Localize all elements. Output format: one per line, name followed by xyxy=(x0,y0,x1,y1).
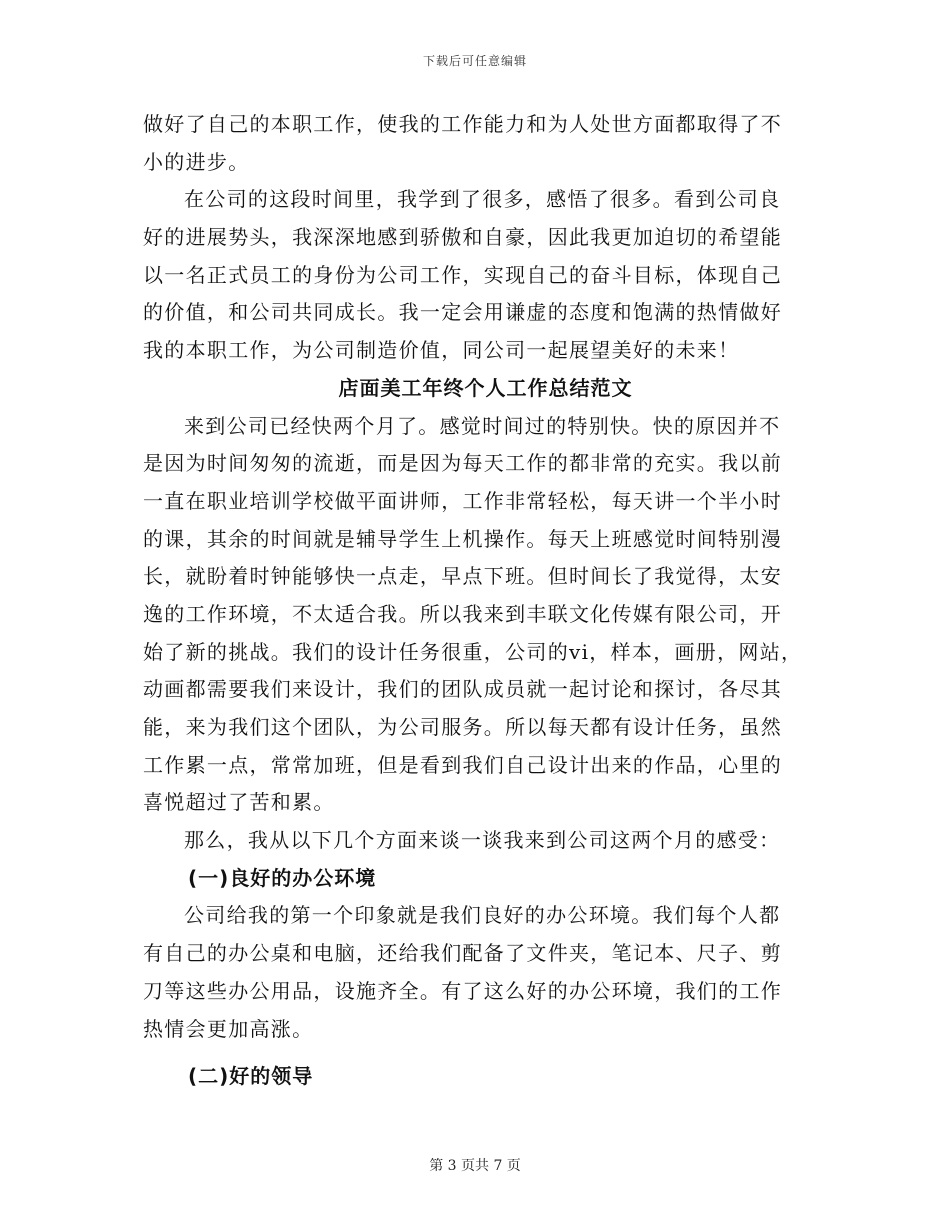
paragraph-line: 一直在职业培训学校做平面讲师，工作非常轻松，每天讲一个半小时 xyxy=(143,488,782,513)
paragraph-line: 有自己的办公桌和电脑，还给我们配备了文件夹，笔记本、尺子、剪 xyxy=(143,941,782,966)
paragraph-line: 是因为时间匆匆的流逝，而是因为每天工作的都非常的充实。我以前 xyxy=(143,451,782,476)
page-footer: 第 3 页共 7 页 xyxy=(429,1158,521,1174)
paragraph-line: 热情会更加高涨。 xyxy=(143,1016,314,1041)
spacer xyxy=(143,1048,808,1058)
paragraph-line: 长，就盼着时钟能够快一点走，早点下班。但时间长了我觉得，太安 xyxy=(143,564,782,589)
paragraph-line: 小的进步。 xyxy=(143,149,250,174)
paragraph-line: 刀等这些办公用品，设施齐全。有了这么好的办公环境，我们的工作 xyxy=(143,978,782,1003)
paragraph-line: 喜悦超过了苦和累。 xyxy=(143,790,335,815)
paragraph-line: 的课，其余的时间就是辅导学生上机操作。每天上班感觉时间特别漫 xyxy=(143,526,782,551)
page-header: 下载后可任意编辑 xyxy=(422,54,527,68)
paragraph-line: 在公司的这段时间里，我学到了很多，感悟了很多。看到公司良 xyxy=(184,187,781,212)
paragraph-line: 以一名正式员工的身份为公司工作，实现自己的奋斗目标，体现自己 xyxy=(143,262,782,287)
paragraph-line: 的价值，和公司共同成长。我一定会用谦虚的态度和饱满的热情做好 xyxy=(143,300,782,325)
paragraph-line: 来到公司已经快两个月了。感觉时间过的特别快。快的原因并不 xyxy=(184,413,781,438)
paragraph-line: 始了新的挑战。我们的设计任务很重，公司的vi，样本，画册，网站， xyxy=(143,639,803,664)
paragraph-line: 我的本职工作，为公司制造价值，同公司一起展望美好的未来！ xyxy=(143,338,740,363)
paragraph-line: 逸的工作环境，不太适合我。所以我来到丰联文化传媒有限公司，开 xyxy=(143,601,782,626)
paragraph-line: 工作累一点，常常加班，但是看到我们自己设计出来的作品，心里的 xyxy=(143,752,782,777)
document-body xyxy=(143,106,808,1096)
paragraph-line: 动画都需要我们来设计，我们的团队成员就一起讨论和探讨，各尽其 xyxy=(143,677,782,702)
subsection-heading: (二)好的领导 xyxy=(188,1064,314,1089)
subsection-heading: (一)良好的办公环境 xyxy=(188,865,377,890)
paragraph-line: 做好了自己的本职工作，使我的工作能力和为人处世方面都取得了不 xyxy=(143,112,782,136)
paragraph-line: 能，来为我们这个团队，为公司服务。所以每天都有设计任务，虽然 xyxy=(143,715,782,739)
section-title: 店面美工年终个人工作总结范文 xyxy=(338,375,633,400)
paragraph-line: 公司给我的第一个印象就是我们良好的办公环境。我们每个人都 xyxy=(184,903,781,928)
paragraph-line: 那么，我从以下几个方面来谈一谈我来到公司这两个月的感受： xyxy=(184,828,781,853)
paragraph-line: 好的进展势头，我深深地感到骄傲和自豪，因此我更加迫切的希望能 xyxy=(143,225,782,250)
